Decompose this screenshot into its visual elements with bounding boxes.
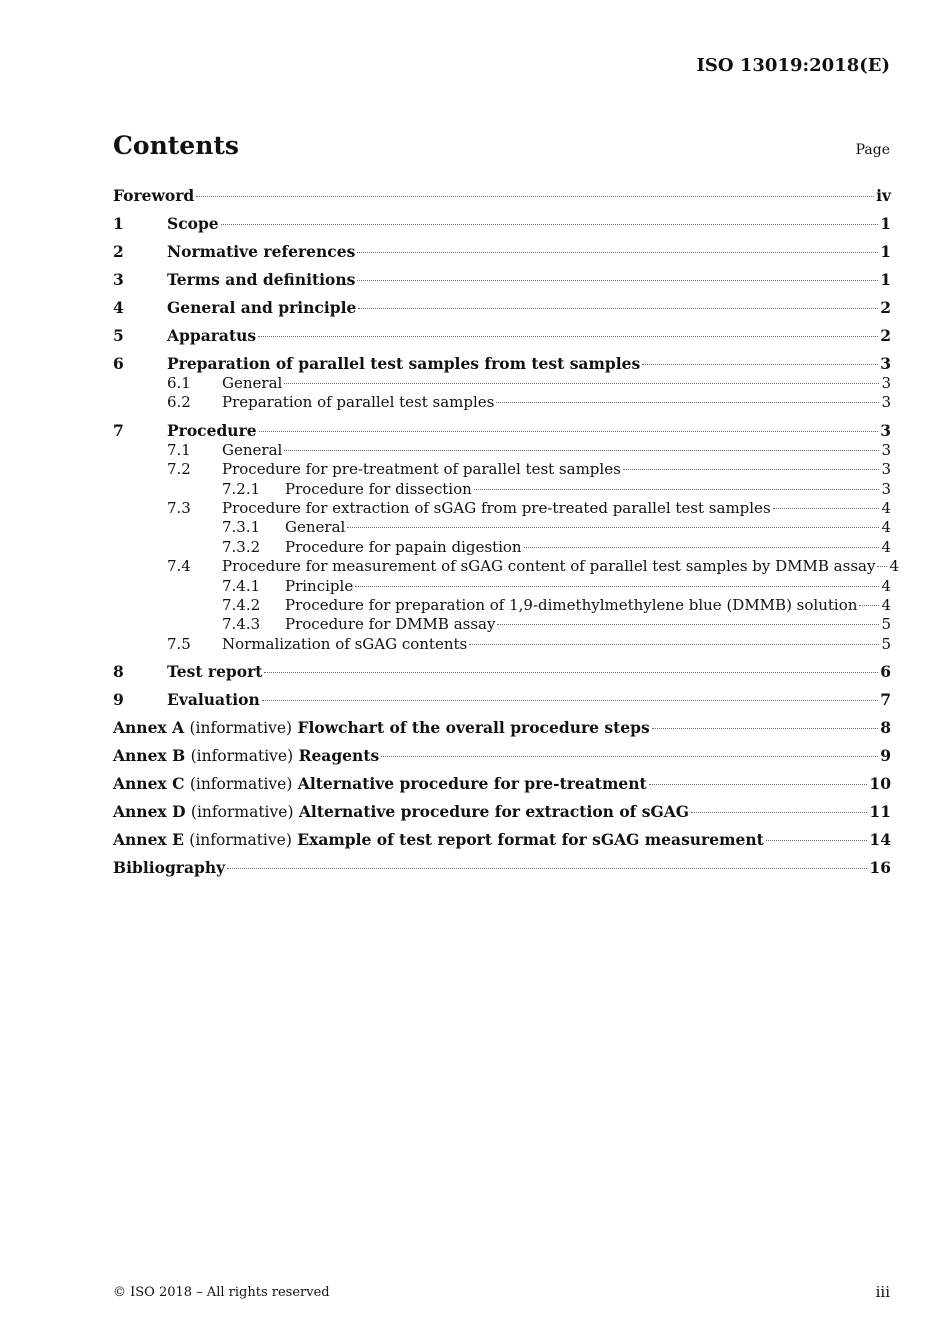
toc-entry-4[interactable]	[113, 298, 891, 318]
toc-entry-title: Foreword	[113, 186, 195, 205]
toc-entry-annex-d[interactable]	[113, 802, 891, 822]
toc-entry-3[interactable]	[113, 270, 891, 290]
leader-dots	[258, 336, 878, 337]
toc-entry-annex-b[interactable]	[113, 746, 891, 766]
toc-entry-page: 10	[869, 774, 891, 794]
toc-entry-title: Preparation of parallel test samples	[222, 393, 495, 412]
annex-title: Example of test report format for sGAG measurement	[297, 830, 764, 850]
toc-entry-title: Procedure for dissection	[285, 479, 472, 498]
toc-entry-number: 1	[113, 214, 124, 233]
toc-entry-page: 4	[881, 576, 891, 595]
toc-entry-page: 4	[881, 518, 891, 537]
toc-entry-page: 4	[889, 557, 899, 576]
toc-entry-number: 3	[113, 270, 124, 289]
page-column-label: Page	[855, 142, 890, 158]
toc-entry-number: 7.3.2	[222, 537, 261, 556]
annex-label: Annex A	[113, 718, 185, 738]
leader-dots	[358, 308, 878, 309]
annex-title: Flowchart of the overall procedure steps	[297, 718, 650, 738]
leader-dots	[284, 450, 879, 451]
toc-entry-title: Normative references	[167, 242, 356, 261]
toc-entry-title: Procedure for pre-treatment of parallel test samples	[222, 460, 621, 479]
leader-dots	[877, 566, 887, 567]
toc-entry-title	[113, 746, 379, 765]
toc-entry-title: Terms and definitions	[167, 270, 356, 289]
toc-entry-page: iv	[876, 186, 891, 205]
toc-entry-title	[113, 774, 647, 793]
toc-entry-title: Bibliography	[113, 858, 226, 878]
leader-dots	[649, 784, 868, 785]
leader-dots	[262, 700, 878, 701]
toc-entry-page: 4	[881, 498, 891, 517]
toc-entry-title	[113, 830, 764, 849]
toc-entry-number: 7.5	[167, 634, 191, 653]
toc-entry-7-4-3[interactable]	[113, 615, 891, 634]
toc-entry-bibliography[interactable]	[113, 858, 891, 878]
toc-entry-title: Procedure for measurement of sGAG content of parallel test samples by DMMB assay	[222, 557, 876, 576]
document-id: ISO 13019:2018(E)	[696, 55, 890, 76]
toc-entry-title: Procedure for extraction of sGAG from pre-treated parallel test samples	[222, 498, 771, 517]
toc-entry-7-1[interactable]	[113, 441, 891, 460]
toc-entry-7[interactable]	[113, 421, 891, 441]
toc-entry-number: 4	[113, 298, 124, 317]
toc-entry-page: 2	[880, 298, 891, 317]
toc-entry-page: 16	[869, 858, 891, 878]
leader-dots	[381, 756, 878, 757]
toc-entry-5[interactable]	[113, 326, 891, 346]
toc-entry-page: 1	[880, 270, 891, 289]
leader-dots	[284, 383, 879, 384]
toc-entry-title: Test report	[167, 662, 263, 682]
toc-entry-title: General	[222, 440, 283, 459]
toc-entry-page: 3	[880, 420, 891, 440]
toc-entry-page: 2	[880, 326, 891, 345]
toc-entry-page: 3	[881, 374, 891, 392]
toc-entry-annex-c[interactable]	[113, 774, 891, 794]
annex-label: Annex E	[113, 830, 184, 850]
toc-entry-number: 7.2	[167, 460, 191, 479]
annex-type: (informative)	[189, 775, 293, 794]
toc-entry-number: 7.1	[167, 440, 191, 459]
toc-entry-annex-a[interactable]	[113, 718, 891, 738]
toc-entry-number: 7.4.1	[222, 576, 261, 595]
annex-title: Reagents	[298, 746, 380, 766]
toc-entry-number: 7.3	[167, 498, 191, 517]
toc-entry-foreword[interactable]	[113, 186, 891, 206]
leader-dots	[227, 868, 867, 869]
toc-entry-page: 5	[881, 634, 891, 653]
toc-entry-title	[113, 802, 689, 821]
toc-entry-page: 11	[869, 802, 891, 822]
toc-entry-title: Procedure for papain digestion	[285, 537, 522, 556]
toc-entry-6-1[interactable]	[113, 374, 891, 393]
leader-dots	[264, 672, 878, 673]
toc-entry-title: Normalization of sGAG contents	[222, 634, 468, 653]
toc-entry-page: 8	[880, 718, 891, 738]
annex-type: (informative)	[190, 803, 294, 822]
toc-entry-title	[113, 718, 650, 737]
leader-dots	[196, 196, 874, 197]
toc-entry-page: 1	[880, 242, 891, 261]
leader-dots	[357, 280, 878, 281]
toc-entry-page: 7	[880, 690, 891, 710]
toc-entry-title: Procedure for preparation of 1,9-dimethylmethylene blue (DMMB) solution	[285, 595, 858, 614]
toc-entry-number: 6.2	[167, 393, 191, 412]
leader-dots	[642, 364, 878, 365]
toc-entry-7-5[interactable]	[113, 635, 891, 654]
toc-entry-7-4[interactable]	[113, 557, 899, 576]
toc-entry-1[interactable]	[113, 214, 891, 234]
toc-entry-number: 9	[113, 690, 124, 710]
toc-entry-title: General	[285, 518, 346, 537]
leader-dots	[355, 586, 879, 587]
annex-label: Annex D	[113, 802, 186, 822]
leader-dots	[347, 527, 879, 528]
toc-entry-title: Scope	[167, 214, 219, 233]
leader-dots	[623, 469, 880, 470]
annex-type: (informative)	[189, 831, 292, 850]
toc-entry-title: General and principle	[167, 298, 357, 317]
leader-dots	[469, 644, 879, 645]
toc-entry-7-3-1[interactable]	[113, 518, 891, 537]
toc-entry-number: 7.4.2	[222, 595, 261, 614]
toc-entry-9[interactable]	[113, 690, 891, 710]
toc-entry-number: 7	[113, 420, 124, 440]
toc-entry-7-2[interactable]	[113, 460, 891, 479]
leader-dots	[766, 840, 868, 841]
annex-label: Annex C	[113, 774, 185, 794]
toc-entry-number: 7.4.3	[222, 615, 261, 634]
annex-label: Annex B	[113, 746, 186, 766]
toc-entry-2[interactable]	[113, 242, 891, 262]
toc-entry-title: Principle	[285, 576, 354, 595]
toc-entry-7-4-1[interactable]	[113, 577, 891, 596]
toc-entry-number: 6	[113, 354, 124, 373]
table-of-contents	[113, 186, 899, 878]
leader-dots	[691, 812, 867, 813]
toc-entry-number: 7.2.1	[222, 479, 261, 498]
leader-dots	[221, 224, 879, 225]
leader-dots	[859, 605, 879, 606]
leader-dots	[524, 547, 880, 548]
leader-dots	[773, 508, 880, 509]
toc-entry-title: Preparation of parallel test samples from test samples	[167, 354, 641, 373]
toc-entry-page: 4	[881, 537, 891, 556]
toc-entry-number: 5	[113, 326, 124, 345]
leader-dots	[496, 402, 879, 403]
toc-entry-page: 5	[881, 615, 891, 634]
leader-dots	[497, 624, 879, 625]
toc-entry-number: 8	[113, 662, 124, 682]
toc-entry-page: 1	[880, 214, 891, 233]
toc-entry-title: Evaluation	[167, 690, 260, 710]
toc-entry-annex-e[interactable]	[113, 830, 891, 850]
annex-type: (informative)	[189, 719, 293, 738]
toc-entry-page: 3	[881, 440, 891, 459]
toc-entry-7-2-1[interactable]	[113, 480, 891, 499]
toc-entry-8[interactable]	[113, 662, 891, 682]
toc-entry-title: Apparatus	[167, 326, 257, 345]
toc-entry-number: 7.3.1	[222, 518, 261, 537]
annex-title: Alternative procedure for pre-treatment	[297, 774, 647, 794]
toc-entry-number: 7.4	[167, 557, 191, 576]
page-number: iii	[875, 1283, 890, 1301]
contents-heading: Contents	[113, 131, 240, 160]
toc-entry-6[interactable]	[113, 354, 891, 374]
toc-entry-page: 9	[880, 746, 891, 766]
toc-entry-number: 2	[113, 242, 124, 261]
toc-entry-title: Procedure for DMMB assay	[285, 615, 496, 634]
toc-entry-6-2[interactable]	[113, 393, 891, 412]
leader-dots	[259, 431, 879, 432]
leader-dots	[652, 728, 879, 729]
toc-entry-page: 14	[869, 830, 891, 850]
leader-dots	[357, 252, 878, 253]
toc-entry-title: General	[222, 374, 283, 392]
toc-entry-7-3[interactable]	[113, 499, 891, 518]
toc-entry-7-3-2[interactable]	[113, 538, 891, 557]
toc-entry-7-4-2[interactable]	[113, 596, 891, 615]
toc-entry-page: 3	[881, 479, 891, 498]
leader-dots	[474, 489, 880, 490]
annex-type: (informative)	[190, 747, 294, 766]
copyright-notice: © ISO 2018 – All rights reserved	[113, 1285, 330, 1300]
toc-entry-page: 3	[881, 393, 891, 412]
toc-entry-number: 6.1	[167, 374, 191, 392]
toc-entry-page: 4	[881, 595, 891, 614]
toc-entry-page: 3	[881, 460, 891, 479]
toc-entry-page: 6	[880, 662, 891, 682]
toc-entry-page: 3	[880, 354, 891, 373]
toc-entry-title: Procedure	[167, 420, 257, 440]
annex-title: Alternative procedure for extraction of sGAG	[298, 802, 689, 822]
